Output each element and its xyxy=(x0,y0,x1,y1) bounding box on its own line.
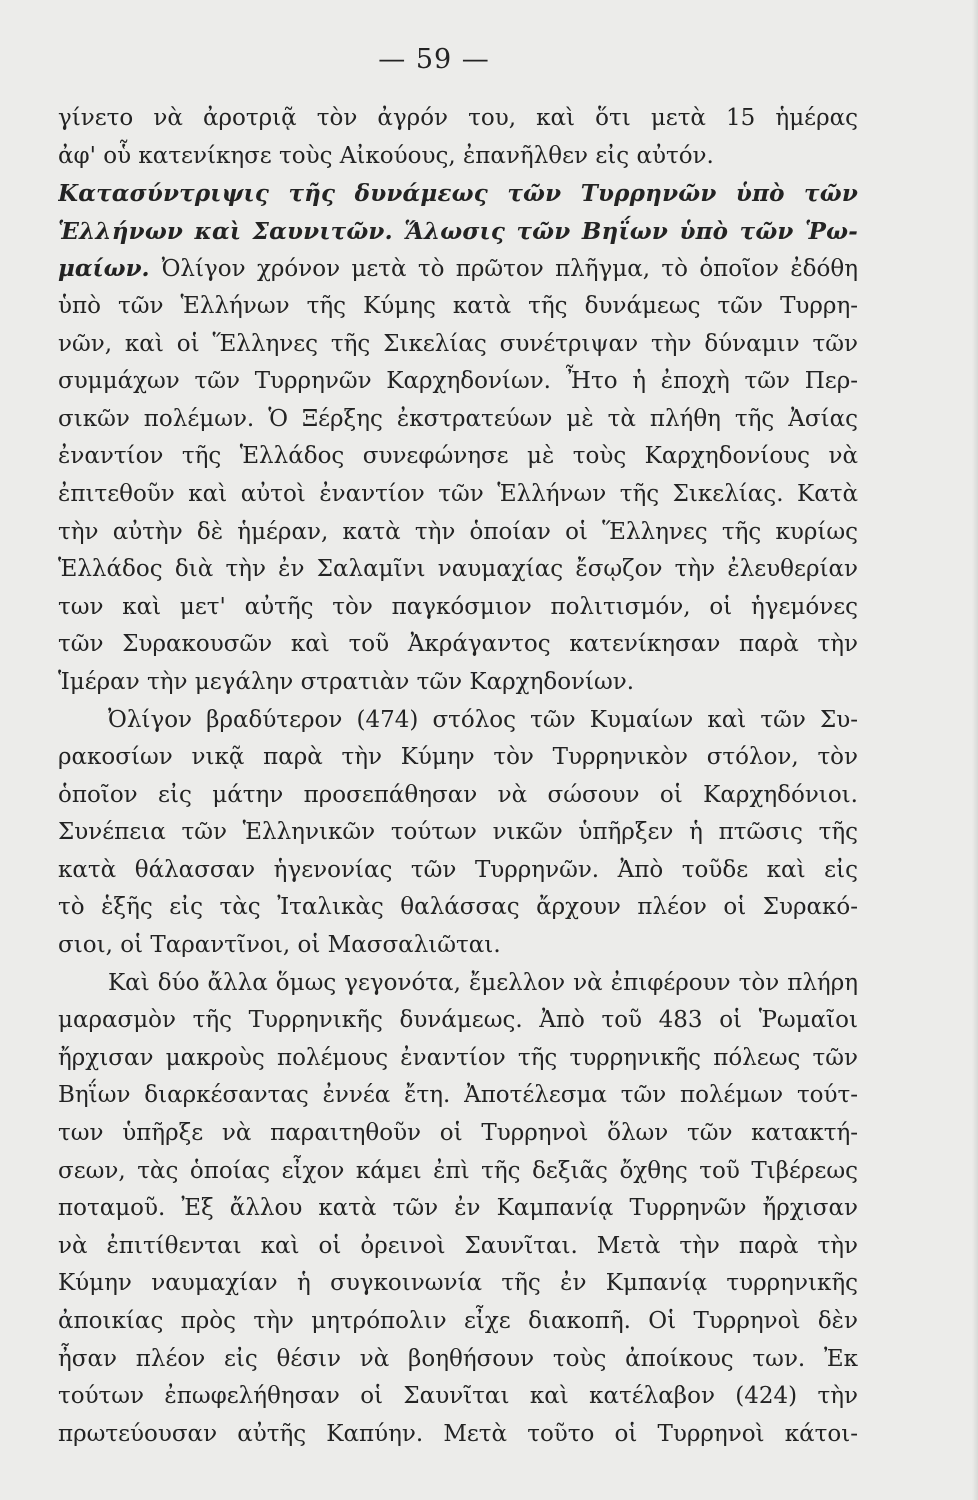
text-line: ἐναντίον τῆς Ἑλλάδος συνεφώνησε μὲ τοὺς Καρχηδονίους νὰ xyxy=(58,443,858,470)
text-line: μαρασμὸν τῆς Τυρρηνικῆς δυνάμεως. Ἀπὸ τοῦ 483 οἱ Ῥωμαῖοι xyxy=(58,1007,858,1034)
paragraph-start-line: Ὀλίγον βραδύτερον (474) στόλος τῶν Κυμαίων καὶ τῶν Συ- xyxy=(108,706,858,733)
text-line: σικῶν πολέμων. Ὁ Ξέρξης ἐκστρατεύων μὲ τὰ πλήθη τῆς Ἀσίας xyxy=(58,405,858,432)
text-line: Ἑλλάδος διὰ τὴν ἐν Σαλαμῖνι ναυμαχίας ἔσῳζον τὴν ἐλευθερίαν xyxy=(58,556,858,583)
text-line: ἤρχισαν μακροὺς πολέμους ἐναντίον τῆς τυρρηνικῆς πόλεως τῶν xyxy=(58,1044,858,1071)
text-line: ἀφ' οὗ κατενίκησε τοὺς Αἰκούους, ἐπανῆλθεν εἰς αὐτόν. xyxy=(58,142,714,169)
text-line: ἐπιτεθοῦν καὶ αὐτοὶ ἐναντίον τῶν Ἑλλήνων τῆς Σικελίας. Κατὰ xyxy=(58,480,858,507)
text-line xyxy=(58,250,858,288)
text-line: Συνέπεια τῶν Ἑλληνικῶν τούτων νικῶν ὑπῆρξεν ἡ πτῶσις τῆς xyxy=(58,819,858,846)
section-heading-line: Κατασύντριψις τῆς δυνάμεως τῶν Τυρρηνῶν ὑπὸ τῶν xyxy=(58,180,858,208)
text-line: ἦσαν πλέον εἰς θέσιν νὰ βοηθήσουν τοὺς ἀποίκους των. Ἐκ xyxy=(58,1345,858,1372)
text-line: κατὰ θάλασσαν ἡγενονίας τῶν Τυρρηνῶν. Ἀπὸ τοῦδε καὶ εἰς xyxy=(58,856,858,883)
text-line: σεων, τὰς ὁποίας εἶχον κάμει ἐπὶ τῆς δεξιᾶς ὄχθης τοῦ Τιβέρεως xyxy=(58,1157,858,1184)
text-line: γίνετο νὰ ἀροτριᾷ τὸν ἀγρόν του, καὶ ὅτι μετὰ 15 ἡμέρας xyxy=(58,105,858,131)
text-line-continued: Ὀλίγον χρόνον μετὰ τὸ πρῶτον πλῆγμα, τὸ ὁποῖον ἐδόθη xyxy=(161,256,858,283)
text-line: ρακοσίων νικᾷ παρὰ τὴν Κύμην τὸν Τυρρηνικὸν στόλον, τὸν xyxy=(58,744,858,771)
body-text xyxy=(58,100,858,1453)
text-line: των καὶ μετ' αὐτῆς τὸν παγκόσμιον πολιτισμόν, οἱ ἡγεμόνες xyxy=(58,593,858,620)
text-line: νῶν, καὶ οἱ Ἕλληνες τῆς Σικελίας συνέτριψαν τὴν δύναμιν τῶν xyxy=(58,330,858,357)
text-line: πρωτεύουσαν αὐτῆς Καπύην. Μετὰ τοῦτο οἱ Τυρρηνοὶ κάτοι- xyxy=(58,1420,858,1447)
page-number: — 59 — xyxy=(378,44,490,75)
text-line: τὸ ἑξῆς εἰς τὰς Ἰταλικὰς θαλάσσας ἄρχουν πλέον οἱ Συρακό- xyxy=(58,894,858,921)
text-line: νὰ ἐπιτίθενται καὶ οἱ ὀρεινοὶ Σαυνῖται. Μετὰ τὴν παρὰ τὴν xyxy=(58,1232,858,1259)
text-line: ὑπὸ τῶν Ἑλλήνων τῆς Κύμης κατὰ τῆς δυνάμεως τῶν Τυρρη- xyxy=(58,292,858,319)
section-heading-line: Ἑλλήνων καὶ Σαυνιτῶν. Ἅλωσις τῶν Βηΐων ὑπὸ τῶν Ῥω- xyxy=(58,217,858,245)
text-line: ἀποικίας πρὸς τὴν μητρόπολιν εἶχε διακοπῆ. Οἱ Τυρρηνοὶ δὲν xyxy=(58,1308,858,1334)
text-line: Βηΐων διαρκέσαντας ἐννέα ἔτη. Ἀποτέλεσμα τῶν πολέμων τούτ- xyxy=(58,1082,858,1109)
text-line: συμμάχων τῶν Τυρρηνῶν Καρχηδονίων. Ἦτο ἡ ἐποχὴ τῶν Περ- xyxy=(58,368,858,395)
text-line: σιοι, οἱ Ταραντῖνοι, οἱ Μασσαλιῶται. xyxy=(58,932,501,959)
text-line: Ἱμέραν τὴν μεγάλην στρατιὰν τῶν Καρχηδονίων. xyxy=(58,668,635,695)
text-line: τὴν αὐτὴν δὲ ἡμέραν, κατὰ τὴν ὁποίαν οἱ Ἕλληνες τῆς κυρίως xyxy=(58,518,858,545)
text-line: ποταμοῦ. Ἐξ ἄλλου κατὰ τῶν ἐν Καμπανίᾳ Τυρρηνῶν ἤρχισαν xyxy=(58,1195,858,1222)
text-line: των ὑπῆρξε νὰ παραιτηθοῦν οἱ Τυρρηνοὶ ὅλων τῶν κατακτή- xyxy=(58,1120,858,1147)
paragraph-start-line: Καὶ δύο ἄλλα ὅμως γεγονότα, ἔμελλον νὰ ἐπιφέρουν τὸν πλήρη xyxy=(108,969,858,996)
page-edge-shadow xyxy=(972,0,978,1500)
text-line: τούτων ἐπωφελήθησαν οἱ Σαυνῖται καὶ κατέλαβον (424) τὴν xyxy=(58,1383,858,1410)
section-heading-end: μαίων. xyxy=(58,255,162,283)
text-line: ὁποῖον εἰς μάτην προσεπάθησαν νὰ σώσουν οἱ Καρχηδόνιοι. xyxy=(58,781,858,808)
text-line: τῶν Συρακουσῶν καὶ τοῦ Ἀκράγαντος κατενίκησαν παρὰ τὴν xyxy=(58,631,858,658)
text-line: Κύμην ναυμαχίαν ἡ συγκοινωνία τῆς ἐν Κμπανίᾳ τυρρηνικῆς xyxy=(58,1270,858,1297)
